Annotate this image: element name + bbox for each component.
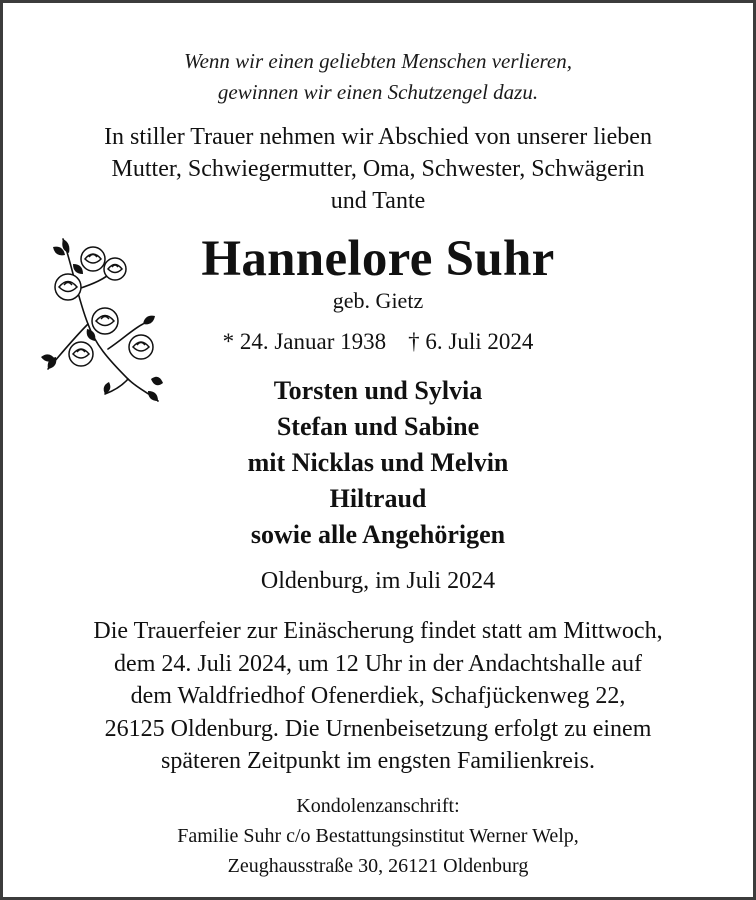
life-dates <box>3 327 753 357</box>
ceremony-line: Die Trauerfeier zur Einäscherung findet statt am Mittwoch, <box>93 618 663 644</box>
condolence-line: Familie Suhr c/o Bestattungsinstitut Werner Welp, <box>177 825 579 847</box>
mourners-list <box>3 373 753 553</box>
mourner-line: mit Nicklas und Melvin <box>247 448 509 477</box>
ceremony-info <box>3 615 753 778</box>
intro-line: In stiller Trauer nehmen wir Abschied von unserer lieben <box>104 124 652 150</box>
ceremony-line: dem 24. Juli 2024, um 12 Uhr in der Andachtshalle auf <box>114 650 642 677</box>
motto-line: Wenn wir einen geliebten Menschen verlieren, <box>184 49 572 73</box>
birth-date: * 24. Januar 1938 <box>222 329 387 354</box>
mourner-line: Stefan und Sabine <box>276 412 480 441</box>
motto <box>3 46 753 108</box>
motto-line: gewinnen wir einen Schutzengel dazu. <box>217 80 539 104</box>
intro-line: und Tante <box>330 188 426 214</box>
ceremony-line: dem Waldfriedhof Ofenerdiek, Schafjückenweg 22, <box>130 683 626 709</box>
deceased-name: Hannelore Suhr <box>201 231 555 287</box>
intro-line: Mutter, Schwiegermutter, Oma, Schwester, Schwägerin <box>111 156 645 182</box>
condolence-label: Kondolenzanschrift: <box>296 795 460 817</box>
ceremony-line: 26125 Oldenburg. Die Urnenbeisetzung erfolgt zu einem <box>104 715 652 742</box>
condolence-address <box>3 791 753 881</box>
condolence-line: Zeughausstraße 30, 26121 Oldenburg <box>227 855 529 877</box>
death-date: † 6. Juli 2024 <box>408 329 534 354</box>
intro-text <box>3 121 753 217</box>
birth-name: geb. Gietz <box>332 288 424 313</box>
place-date: Oldenburg, im Juli 2024 <box>260 568 496 594</box>
mourner-line: Hiltraud <box>329 484 427 513</box>
ceremony-line: späteren Zeitpunkt im engsten Familienkreis. <box>161 748 595 774</box>
mourner-line: Torsten und Sylvia <box>273 376 483 405</box>
mourner-line: sowie alle Angehörigen <box>250 520 506 549</box>
